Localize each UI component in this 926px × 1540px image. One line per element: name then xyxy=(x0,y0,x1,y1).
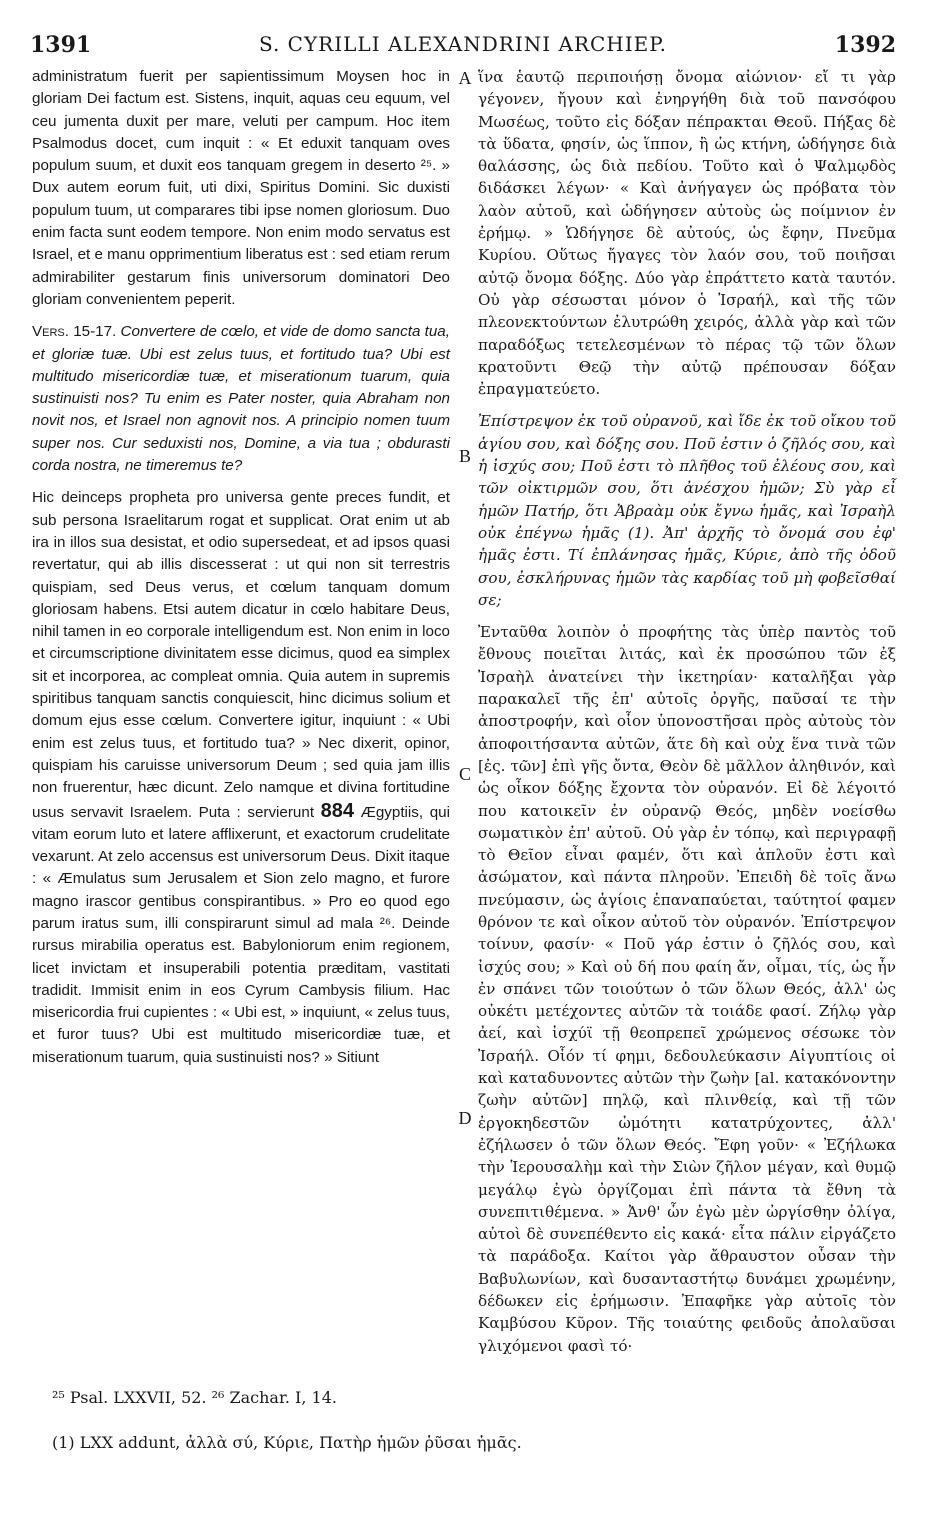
page-number-right: 1392 xyxy=(834,32,896,58)
page-number-left: 1391 xyxy=(30,32,92,58)
footnote-references: ²⁵ Psal. LXXVII, 52. ²⁶ Zachar. I, 14. xyxy=(52,1388,337,1407)
greek-paragraph-3: Ἐνταῦθα λοιπὸν ὁ προφήτης τὰς ὑπὲρ παντὸς τοῦ ἔθνους ποιεῖται λιτάς, καὶ ἐκ προσώπου τῶν ἐξ Ἰσραὴλ ἀνατείνει τὴν ἱκετηρίαν· καταλῆξαι γὰρ παρακαλεῖ τῆς ἐπ' αὐτοῖς ὀργῆς, παῦσαί τε τὴν ἀποστροφήν, καὶ οἷον ὑπονοστῆσαι πρὸς αὐτοὺς τὸν ἀποφοιτήσαντα αὐτῶν, ἅτε δὴ καὶ οὐχ ἕνα τινὰ τῶν [ἐς. τῶν] ἐπὶ γῆς ὄντα, Θεὸν δὲ μᾶλλον ἀληθινόν, καὶ ὡς οἶκον δόξης ἔχοντα τὸν οὐρανόν. Εἰ δὲ λέγοιτό που κατοικεῖν ἐν οὐρανῷ Θεός, μηδὲν νοείσθω σωματικὸν ἐπ' αὐτοῦ. Οὐ γὰρ ἐν τόπῳ, καὶ περιγραφῇ τὸ Θεῖον εἶναι φαμέν, ὅτι καὶ ἁπλοῦν ἐστι καὶ ἀσώματον, καὶ πάντα πληροῦν. Ἐπειδὴ δὲ τοῖς ἄνω πνεύμασιν, ὡς ἁγίοις ἐπαναπαύεται, ταύτητοί φαμεν θρόνον τε καὶ οἶκον αὐτοῦ τὸν οὐρανόν. Ἐπίστρεψον τοίνυν, φασίν· « Ποῦ γάρ ἐστιν ὁ ζῆλός σου, καὶ ἰσχύς σου; » Καὶ οὐ δή που φαίη ἄν, οἶμαι, τίς, ὡς ἦν ἐν σπάνει τῶν τοιούτων ὁ τῶν ὅλων Θεός, ἀλλ' ὡς οὐκέτι μετέχοντες αὐτῶν τὰ τοιάδε φασί. Ζήλῳ γὰρ ἀεί, καὶ ἰσχύϊ τῇ θεοπρεπεῖ χρώμενος σέσωκε τὸν Ἰσραήλ. Οἷόν τί φημι, δεδουλεύκασιν Αἰγυπτίοις οἱ καὶ καταδυνοντες αὐτῶν τὴν ζωὴν [al. κατακόνοντην ζωὴν αὐτῶν] πηλῷ, καὶ πλινθείᾳ, καὶ τῇ τῶν ἐργοκηδεστῶν ὠμότητι κατατρύχοντες, ἀλλ' ἐζήλωσεν ὁ τῶν ὅλων Θεός. Ἔφη γοῦν· « Ἐζήλωκα τὴν Ἱερουσαλὴμ καὶ τὴν Σιὼν ζῆλον μέγαν, καὶ θυμῷ μεγάλῳ ἐγὼ ὀργίζομαι ἐπὶ πάντα τὰ ἔθνη τὰ συνεπιτιθέμενα. » Ἀνθ' ὧν ἐγὼ μὲν ὠργίσθην ὀλίγα, αὐτοὶ δὲ συνεπέθεντο εἰς κακά· εἶτα πάλιν εἰργάζετο τὰ παράδοξα. Καίτοι γὰρ ἄθραυστον οὖσαν τὴν Βαβυλωνίων, καὶ δυσανταστήτῳ δυνάμει χρωμένην, δέδωκεν εἰς ἐρήμωσιν. Ἐπαφῆκε γὰρ αὐτοῖς τὸν Καμβύσου Κῦρον. Τῆς τοιαύτης φειδοῦς ἀπολαῦσαι γλιχόμενοι φασὶ τό· xyxy=(478,623,896,1355)
latin-paragraph-3b: Ægyptiis, qui vitam eorum luto et latere afflixerunt, et exactorum crudelitate vexarunt. At zelo accensus est universorum Deus. Dixit itaque : « Æmulatus sum Jerusalem et Sion zelo magno, et furore magno irascor gentibus conspirantibus. » Pro eo quod ego parum iratus sum, illi conspirarunt simul ad mala ²⁶. Deinde rursus mirabilia operatus est. Babyloniorum enim regionem, licet invictam et insuperabili potentia præditam, vastitati tradidit. Immisit enim in eos Cyrum Cambysis filium. Hac misericordia frui cupientes : « Ubi est, » inquiunt, « zelus tuus, et furor tuus? Ubi est multitudo misericordiæ tuæ, et miserationum tuarum, quia sustinuisti nos? » Sitiunt xyxy=(32,803,450,1066)
running-title: S. CYRILLI ALEXANDRINI ARCHIEP. xyxy=(258,32,668,56)
margin-marker-d: D xyxy=(458,1108,472,1128)
latin-paragraph-3 xyxy=(32,487,450,1069)
column-number: 884 xyxy=(320,799,355,822)
footnotes xyxy=(52,1388,872,1478)
page-header xyxy=(30,32,896,62)
margin-marker-a: A xyxy=(458,68,472,88)
margin-marker-c: C xyxy=(458,764,471,784)
footnote-lxx: (1) LXX addunt, ἀλλὰ σύ, Κύριε, Πατὴρ ἡμῶν ῥῦσαι ἡμᾶς. xyxy=(52,1433,522,1452)
margin-marker-b: B xyxy=(458,446,471,466)
greek-verse-text: Ἐπίστρεψον ἐκ τοῦ οὐρανοῦ, καὶ ἴδε ἐκ τοῦ οἴκου τοῦ ἁγίου σου, καὶ δόξης σου. Ποῦ ἐστιν ὁ ζῆλός σου, καὶ ἡ ἰσχύς σου; Ποῦ ἐστι τὸ πλῆθος τοῦ ἐλέους σου, καὶ τῶν οἰκτιρμῶν σου, ὅτι ἀνέσχου ἡμῶν; Σὺ γὰρ εἶ ἡμῶν Πατήρ, ὅτι Ἀβραὰμ οὐκ ἔγνω ἡμᾶς, καὶ Ἰσραὴλ οὐκ ἐπέγνω ἡμᾶς (1). Ἀπ' ἀρχῆς τὸ ὄνομά σου ἐφ' ἡμᾶς ἐστι. Τί ἐπλάνησας ἡμᾶς, Κύριε, ἀπὸ τῆς ὁδοῦ σου, ἐσκλήρυνας ἡμῶν τὰς καρδίας τοῦ μὴ φοβεῖσθαί σε; xyxy=(478,412,896,609)
latin-verse xyxy=(32,321,450,477)
greek-paragraph-1: ἵνα ἑαυτῷ περιποιήσῃ ὄνομα αἰώνιον· εἴ τι γὰρ γέγονεν, ἤγουν καὶ ἐνηργήθη διὰ τοῦ πανσόφου Μωσέως, τοῦτο εἰς δόξαν πέπρακται Θεοῦ. Πήξας δὲ τὰ ὕδατα, φησίν, ὡς ἵππον, ἢ ὡς κτήνη, ὡδήγησε διὰ θαλάσσης, ὡς διὰ πεδίου. Τοῦτο καὶ ὁ Ψαλμῳδὸς διδάσκει λέγων· « Καὶ ἀνήγαγεν ὡς πρόβατα τὸν λαὸν αὐτοῦ, καὶ ὡδήγησεν αὐτοὺς ὡς ποίμνιον ἐν ἐρήμῳ. » Ὡδήγησε δὲ αὐτούς, ὡς ἔφην, Πνεῦμα Κυρίου. Οὕτως ἤγαγες τὸν λαόν σου, τοῦ ποιῆσαι αὐτῷ ὄνομα δόξης. Δύο γὰρ ἐπράττετο κατὰ ταυτόν. Οὐ γὰρ σέσωσται μόνον ὁ Ἰσραήλ, καὶ τῆς τῶν πλεονεκτούντων ἐλυτρώθη χειρός, ἀλλὰ γὰρ καὶ τῶν παραδόξως τετελεσμένων τὸ πέρας τῷ τῶν ὅλων κρατοῦντι Θεῷ τὴν αὐτῷ πρέπουσαν δόξαν ἐπραγματεύετο. xyxy=(478,68,896,399)
latin-paragraph-1: administratum fuerit per sapientissimum Moysen hoc in gloriam Dei factum est. Sistens, inquit, aquas ceu equum, vel ceu jumenta duxit per mare, veluti per campum. Hoc item Psalmodus docet, cum inquit : « Et eduxit tanquam oves populum suum, et duxit eos tanquam gregem in deserto ²⁵. » Dux autem eorum fuit, uti dixi, Spiritus Domini. Sic duxisti populum tuum, ut comparares tibi ipse nomen gloriosum. Duo enim facta sunt eodem tempore. Non enim modo servatus est Israel, et e manu opprimentium liberatus est : sed etiam rerum admirabiliter gestarum finis universorum dominatori Deo gloriam convenientem peperit. xyxy=(32,68,450,308)
latin-paragraph-3a: Hic deinceps propheta pro universa gente preces fundit, et sub persona Israelitarum rogat et supplicat. Orat enim ut ab ira in illos sua desistat, et odio supersedeat, et ad ipsos quasi revertatur, qui ab illis discesserat : ut qui non sit terrestris quispiam, sed Deus verus, et cœlum tanquam domum gloriosam habens. Etsi autem dicatur in cœlo habitare Deus, nihil tamen in eo corporale intelligendum est. Non enim in loco et circumscriptione divinitatem esse dicimus, quod ea simplex sit et incorporea, ac compleat omnia. Quia autem in supremis spiritibus tanquam sanctis conquiescit, hinc dicimus solium et domum ejus esse cœlum. Convertere igitur, inquiunt : « Ubi enim est zelus tuus, et fortitudo tua? » Nec dixerit, opinor, quispiam his caruisse universorum Deum ; sed quia jam illis non fruerentur, hæc dicunt. Zelo namque et divina fortitudine usus servavit Israelem. Puta : servierunt xyxy=(32,489,450,821)
latin-verse-text: Convertere de cœlo, et vide de domo sancta tua, et gloriæ tuæ. Ubi est zelus tuus, et fortitudo tua? Ubi est multitudo misericordiæ tuæ, et miserationum tuarum, quia sustinuisti nos? Tu enim es Pater noster, quia Abraham non novit nos, et Israel non agnovit nos. A principio nomen tuum super nos. Cur seduxisti nos, Domine, a via tua ; obdurasti corda nostra, ne timeremus te? xyxy=(32,323,450,475)
latin-column xyxy=(32,66,450,1069)
greek-column xyxy=(478,66,896,1357)
verse-label: Vers. 15-17. xyxy=(32,323,117,341)
